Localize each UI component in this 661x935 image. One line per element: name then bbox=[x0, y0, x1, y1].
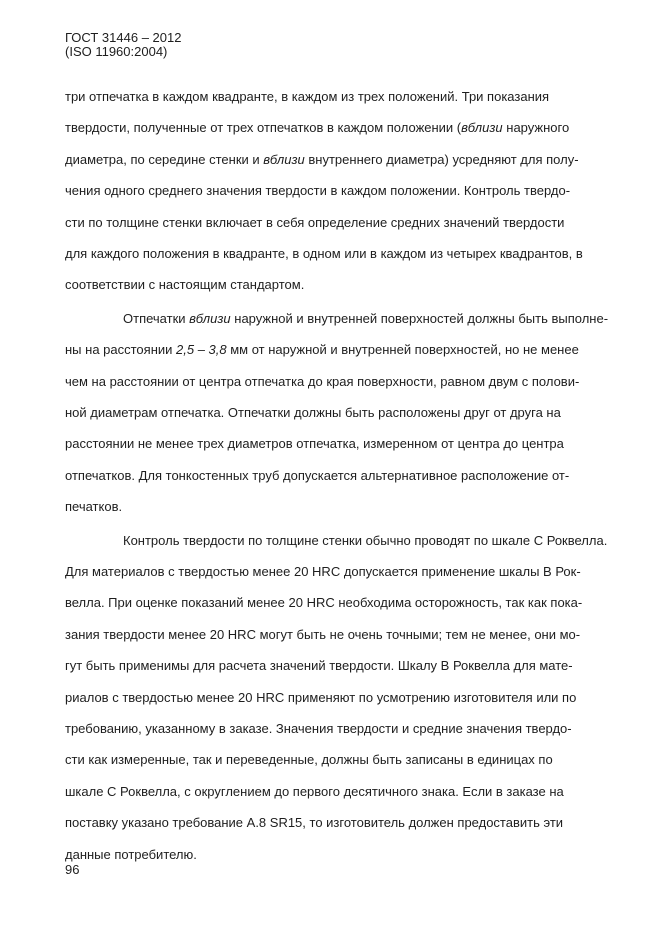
standard-number: ГОСТ 31446 – 2012 bbox=[65, 30, 182, 45]
text-line: расстоянии не менее трех диаметров отпечатка, измеренном от центра до центра bbox=[65, 436, 564, 452]
text-line: зания твердости менее 20 HRC могут быть не очень точными; тем не менее, они мо- bbox=[65, 626, 581, 642]
iso-reference: (ISO 11960:2004) bbox=[65, 44, 168, 59]
text-line: диаметра, по середине стенки и вблизи внутреннего диаметра) усредняют для полу- bbox=[65, 151, 579, 167]
text-line: три отпечатка в каждом квадранте, в каждом из трех положений. Три показания bbox=[65, 89, 550, 104]
text-line: Для материалов с твердостью менее 20 HRC допускается применение шкалы В Рок- bbox=[65, 564, 581, 579]
text-line: твердости, полученные от трех отпечатков в каждом положении (вблизи наружного bbox=[65, 120, 570, 136]
document-header bbox=[65, 31, 181, 59]
page-number: 96 bbox=[65, 862, 80, 877]
emphasis: вблизи bbox=[189, 310, 231, 326]
text-line: данные потребителю. bbox=[65, 846, 197, 862]
text-line: ны на расстоянии 2,5 – 3,8 мм от наружной и внутренней поверхностей, но не менее bbox=[65, 342, 579, 358]
text-line: Отпечатки вблизи наружной и внутренней поверхностей должны быть выполне- bbox=[123, 310, 609, 326]
text-line: Контроль твердости по толщине стенки обычно проводят по шкале С Роквелла. bbox=[123, 532, 608, 548]
text-line: для каждого положения в квадранте, в одном или в каждом из четырех квадрантов, в bbox=[65, 246, 583, 261]
text-line: соответствии с настоящим стандартом. bbox=[65, 277, 305, 293]
emphasis: вблизи bbox=[461, 120, 503, 136]
text-line: велла. При оценке показаний менее 20 HRC необходима осторожность, так как пока- bbox=[65, 595, 583, 611]
text-line: требованию, указанному в заказе. Значения твердости и средние значения твердо- bbox=[65, 721, 572, 736]
text-line: гут быть применимы для расчета значений твердости. Шкалу В Роквелла для мате- bbox=[65, 658, 573, 674]
text-line: сти как измеренные, так и переведенные, должны быть записаны в единицах по bbox=[65, 752, 553, 768]
text-line: шкале С Роквелла, с округлением до первого десятичного знака. Если в заказе на bbox=[65, 783, 564, 799]
text-line: печатков. bbox=[65, 499, 123, 515]
emphasis: вблизи bbox=[263, 151, 305, 167]
text-line: чения одного среднего значения твердости в каждом положении. Контроль твердо- bbox=[65, 183, 571, 199]
text-line: отпечатков. Для тонкостенных труб допускается альтернативное расположение от- bbox=[65, 467, 570, 483]
text-line: чем на расстоянии от центра отпечатка до края поверхности, равном двум с полови- bbox=[65, 373, 580, 389]
text-line: риалов с твердостью менее 20 HRC применяют по усмотрению изготовителя или по bbox=[65, 689, 577, 705]
text-line: ной диаметрам отпечатка. Отпечатки должны быть расположены друг от друга на bbox=[65, 405, 561, 420]
emphasis: 2,5 – 3,8 bbox=[176, 342, 227, 358]
text-line: сти по толщине стенки включает в себя определение средних значений твердости bbox=[65, 214, 565, 230]
text-line: поставку указано требование A.8 SR15, то изготовитель должен предоставить эти bbox=[65, 815, 564, 831]
